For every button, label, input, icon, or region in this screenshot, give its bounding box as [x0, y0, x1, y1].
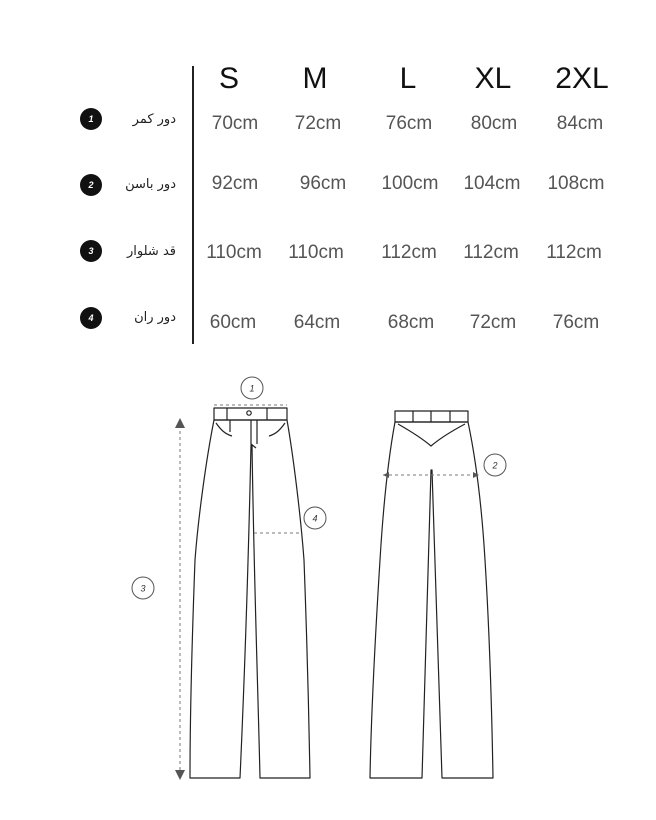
size-header-xl: XL [474, 62, 512, 95]
cell-hip-xl: 104cm [463, 173, 521, 194]
size-header-2xl: 2XL [555, 62, 609, 95]
cell-waist-s: 70cm [211, 113, 259, 134]
row-label-length: قد شلوار [127, 244, 176, 259]
row-badge-length: 3 [80, 240, 102, 262]
cell-thigh-l: 68cm [387, 312, 435, 333]
back-view [370, 411, 493, 778]
cell-waist-2xl: 84cm [556, 113, 604, 134]
row-badge-thigh: 4 [80, 307, 102, 329]
cell-length-2xl: 112cm [546, 242, 602, 263]
cell-hip-s: 92cm [211, 173, 259, 194]
cell-length-xl: 112cm [463, 242, 519, 263]
row-badge-waist: 1 [80, 108, 102, 130]
marker-waist-label: 1 [249, 383, 255, 394]
marker-thigh-label: 4 [312, 513, 318, 524]
cell-waist-l: 76cm [385, 113, 433, 134]
marker-hip-label: 2 [492, 460, 498, 471]
row-label-hip: دور باسن [125, 177, 176, 192]
length-arrow-up-icon [175, 418, 185, 428]
cell-length-l: 112cm [381, 242, 437, 263]
cell-hip-l: 100cm [381, 173, 439, 194]
marker-length-label: 3 [140, 583, 146, 594]
length-arrow-down-icon [175, 770, 185, 780]
cell-thigh-xl: 72cm [469, 312, 517, 333]
cell-thigh-m: 64cm [293, 312, 341, 333]
row-label-waist: دور کمر [132, 112, 176, 127]
size-header-m: M [302, 62, 328, 95]
row-badge-hip: 2 [80, 174, 102, 196]
size-header-s: S [218, 62, 239, 95]
cell-thigh-2xl: 76cm [552, 312, 600, 333]
cell-waist-xl: 80cm [470, 113, 518, 134]
cell-waist-m: 72cm [294, 113, 342, 134]
size-header-l: L [399, 62, 417, 95]
row-label-thigh: دور ران [134, 310, 176, 325]
cell-length-m: 110cm [288, 242, 344, 263]
cell-length-s: 110cm [206, 242, 262, 263]
cell-hip-m: 96cm [299, 173, 347, 194]
cell-thigh-s: 60cm [209, 312, 257, 333]
cell-hip-2xl: 108cm [547, 173, 605, 194]
front-view [190, 408, 310, 778]
